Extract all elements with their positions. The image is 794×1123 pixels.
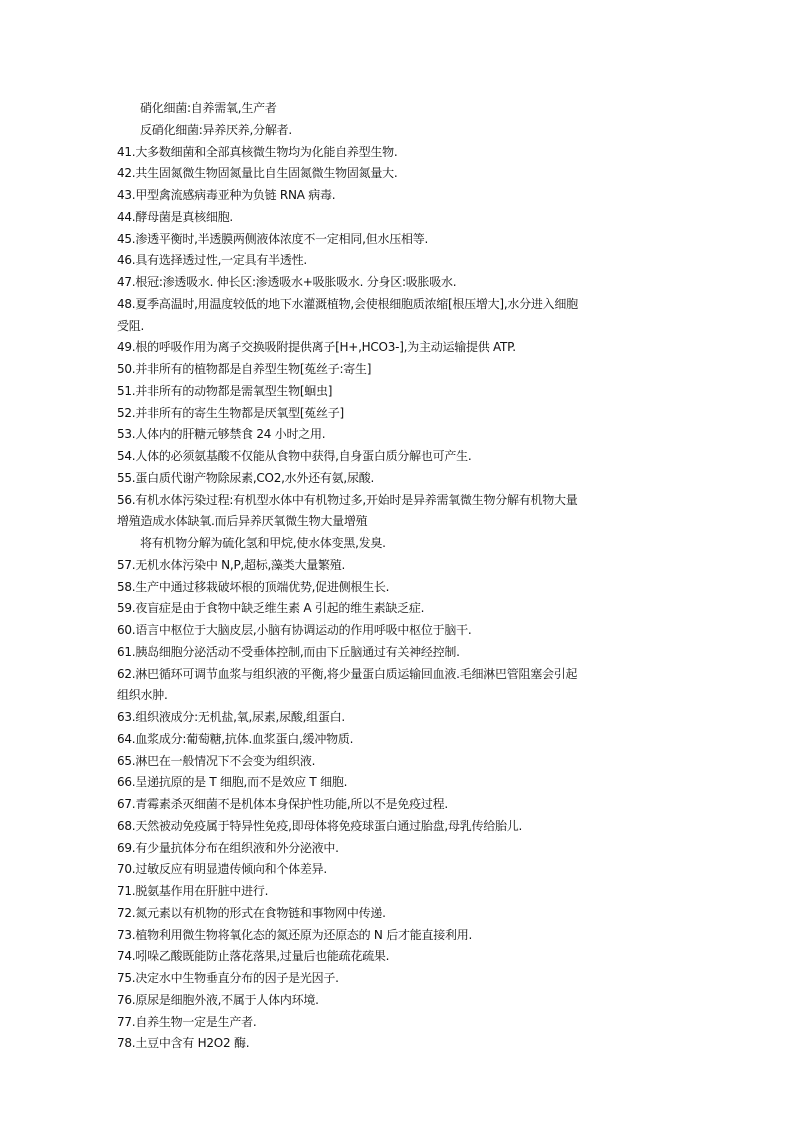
text-line: 75.决定水中生物垂直分布的因子是光因子. <box>117 971 339 985</box>
text-line: 74.吲哚乙酸既能防止落花落果,过量后也能疏花疏果. <box>117 949 390 964</box>
text-line: 68.天然被动免疫属于特异性免疫,即母体将免疫球蛋白通过胎盘,母乳传给胎儿. <box>117 818 523 833</box>
text-line: 69.有少量抗体分布在组织液和外分泌液中. <box>117 840 339 855</box>
text-line: 55.蛋白质代谢产物除尿素,CO2,水外还有氨,尿酸. <box>117 470 375 485</box>
text-line: 52.并非所有的寄生生物都是厌氧型[菟丝子] <box>117 405 344 420</box>
text-line: 将有机物分解为硫化氢和甲烷,使水体变黑,发臭. <box>140 536 386 550</box>
text-line: 56.有机水体污染过程:有机型水体中有机物过多,开始时是异养需氧微生物分解有机物大量 <box>117 492 578 507</box>
text-line: 54.人体的必须氨基酸不仅能从食物中获得,自身蛋白质分解也可产生. <box>117 449 472 463</box>
text-line: 51.并非所有的动物都是需氧型生物[蛔虫] <box>117 383 333 398</box>
text-line: 59.夜盲症是由于食物中缺乏维生素 A 引起的维生素缺乏症. <box>117 601 425 616</box>
text-line: 73.植物利用微生物将氧化态的氮还原为还原态的 N 后才能直接利用. <box>117 927 473 942</box>
text-line: 63.组织液成分:无机盐,氧,尿素,尿酸,组蛋白. <box>117 710 345 724</box>
text-line: 78.土豆中含有 H2O2 酶. <box>117 1036 250 1051</box>
text-line: 46.具有选择透过性,一定具有半透性. <box>117 253 307 268</box>
text-line: 71.脱氨基作用在肝脏中进行. <box>117 884 269 898</box>
text-line: 62.淋巴循环可调节血浆与组织液的平衡,将少量蛋白质运输回血液.毛细淋巴管阻塞会引起 <box>117 666 578 681</box>
text-line: 增殖造成水体缺氧.而后异养厌氧微生物大量增殖 <box>117 514 368 529</box>
text-line: 58.生产中通过移栽破坏根的顶端优势,促进侧根生长. <box>117 579 390 594</box>
text-line: 64.血浆成分:葡萄糖,抗体.血浆蛋白,缓冲物质. <box>117 731 354 746</box>
text-line: 受阻. <box>117 318 145 333</box>
text-line: 65.淋巴在一般情况下不会变为组织液. <box>117 753 316 768</box>
text-line: 67.青霉素杀灭细菌不是机体本身保护性功能,所以不是免疫过程. <box>117 797 448 811</box>
text-line: 61.胰岛细胞分泌活动不受垂体控制,而由下丘脑通过有关神经控制. <box>117 644 460 659</box>
text-line: 41.大多数细菌和全部真核微生物均为化能自养型生物. <box>117 144 398 159</box>
text-line: 47.根冠:渗透吸水. 伸长区:渗透吸水+吸胀吸水. 分身区:吸胀吸水. <box>117 275 457 289</box>
text-line: 48.夏季高温时,用温度较低的地下水灌溉植物,会使根细胞质浓缩[根压增大],水分进入细胞 <box>117 296 578 311</box>
text-line: 组织水肿. <box>117 688 168 703</box>
document-page <box>117 98 682 1055</box>
text-line: 76.原尿是细胞外液,不属于人体内环境. <box>117 992 319 1007</box>
text-line: 50.并非所有的植物都是自养型生物[菟丝子:寄生] <box>117 362 372 376</box>
text-line: 43.甲型禽流感病毒亚种为负链 RNA 病毒. <box>117 188 336 202</box>
text-line: 42.共生固氮微生物固氮量比自生固氮微生物固氮量大. <box>117 166 398 181</box>
text-line: 66.呈递抗原的是 T 细胞,而不是效应 T 细胞. <box>117 775 348 790</box>
text-line: 反硝化细菌:异养厌养,分解者. <box>140 122 292 137</box>
text-line: 60.语言中枢位于大脑皮层,小脑有协调运动的作用呼吸中枢位于脑干. <box>117 623 472 637</box>
text-line: 77.自养生物一定是生产者. <box>117 1014 257 1029</box>
text-line: 70.过敏反应有明显遗传倾向和个体差异. <box>117 862 327 877</box>
text-line: 57.无机水体污染中 N,P,超标,藻类大量繁殖. <box>117 557 346 572</box>
text-line: 硝化细菌:自养需氧,生产者 <box>140 101 277 115</box>
text-line: 72.氮元素以有机物的形式在食物链和事物网中传递. <box>117 905 386 920</box>
text-line: 45.渗透平衡时,半透膜两侧液体浓度不一定相同,但水压相等. <box>117 231 429 246</box>
text-line: 44.酵母菌是真核细胞. <box>117 209 233 224</box>
text-line: 49.根的呼吸作用为离子交换吸附提供离子[H+,HCO3-],为主动运输提供 ATP. <box>117 340 516 355</box>
text-line: 53.人体内的肝糖元够禁食 24 小时之用. <box>117 427 326 442</box>
